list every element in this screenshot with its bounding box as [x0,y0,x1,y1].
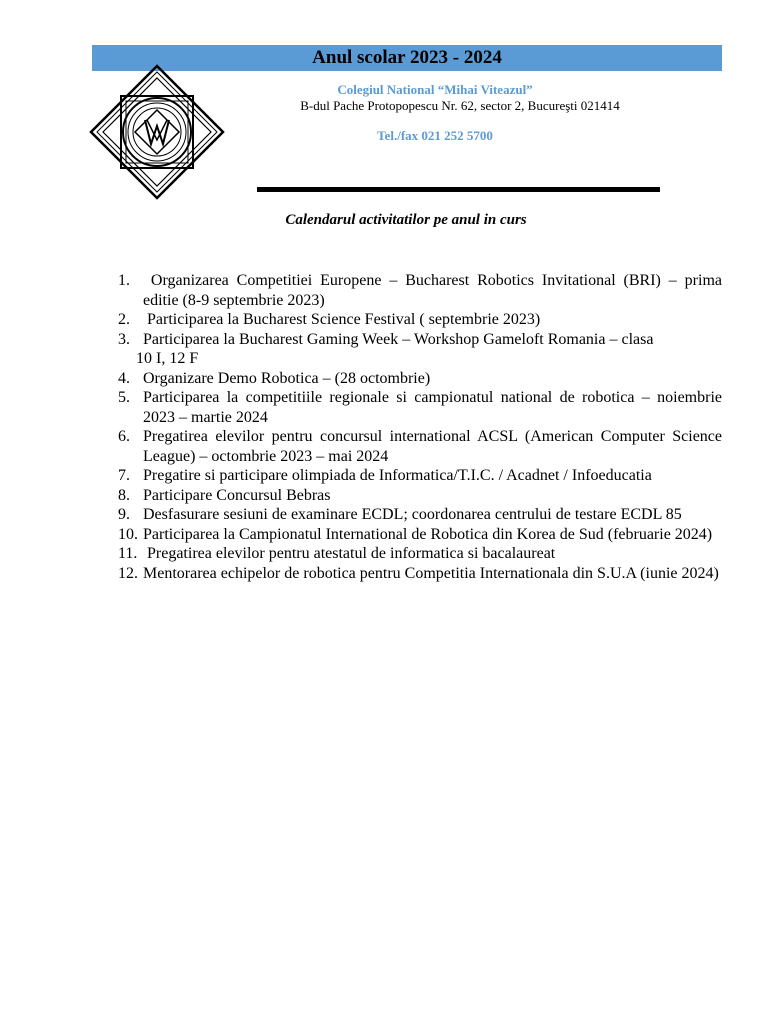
list-item-text: Participarea la competitiile regionale si campionatul national de robotica – noiembrie 2023 – martie 2024 [143,389,726,426]
list-item-text: Participare Concursul Bebras [143,486,331,504]
list-item-number: 5. [118,389,130,406]
list-item [118,388,726,427]
list-item-number: 8. [118,486,130,504]
activities-list [118,271,727,583]
list-item [118,525,722,545]
list-item-number: 4. [118,369,130,387]
list-item-text: Desfasurare sesiuni de examinare ECDL; coordonarea centrului de testare ECDL 85 [143,506,682,523]
school-logo-icon [89,64,225,200]
list-item [118,271,727,310]
list-item-text: Organizare Demo Robotica – (28 octombrie) [143,369,431,387]
list-item-text: Pregatirea elevilor pentru concursul international ACSL (American Computer Science League) – octombrie 2023 – mai 2024 [143,428,726,465]
list-item-text: Participarea la Bucharest Gaming Week – Workshop Gameloft Romania – clasa [143,330,654,348]
list-item-number: 3. [118,330,130,348]
school-year-banner: Anul scolar 2023 - 2024 [92,45,722,71]
list-item-text: Organizarea Competitiei Europene – Bucharest Robotics Invitational (BRI) – prima editie (8-9 septembrie 2023) [143,272,727,309]
list-item-number: 6. [118,428,130,445]
list-item [118,330,722,350]
list-item [118,427,726,466]
calendar-title: Calendarul activitatilor pe anul in curs [285,212,527,228]
list-item [118,310,722,330]
list-item [118,369,722,389]
list-item-text: Participarea la Bucharest Science Festival ( septembrie 2023) [143,311,541,328]
list-item-text: Mentorarea echipelor de robotica pentru Competitia Internationala din S.U.A (iunie 2024) [143,564,719,582]
list-item-number: 10. [118,525,138,543]
list-item [118,505,722,525]
list-item-number: 11. [118,545,138,562]
school-address: B-dul Pache Protopopescu Nr. 62, sector 2, Bucureşti 021414 [300,98,620,113]
school-phone: Tel./fax 021 252 5700 [377,128,493,143]
list-item-number: 2. [118,311,130,328]
header-divider [257,187,660,192]
list-item [118,466,722,486]
list-item-continuation: 10 I, 12 F [136,350,199,367]
list-item [118,486,722,506]
list-item-number: 9. [118,506,130,523]
list-item [118,564,722,584]
list-item-number: 12. [118,564,138,582]
list-item-text: Participarea la Campionatul International de Robotica din Korea de Sud (februarie 2024) [143,525,713,543]
list-item-text: Pregatire si participare olimpiada de Informatica/T.I.C. / Acadnet / Infoeducatia [143,467,652,484]
list-item-number: 7. [118,467,130,484]
list-item [118,544,722,564]
school-name: Colegiul National “Mihai Viteazul” [337,82,533,97]
list-item-text: Pregatirea elevilor pentru atestatul de informatica si bacalaureat [143,545,556,562]
list-item-number: 1. [118,272,130,289]
